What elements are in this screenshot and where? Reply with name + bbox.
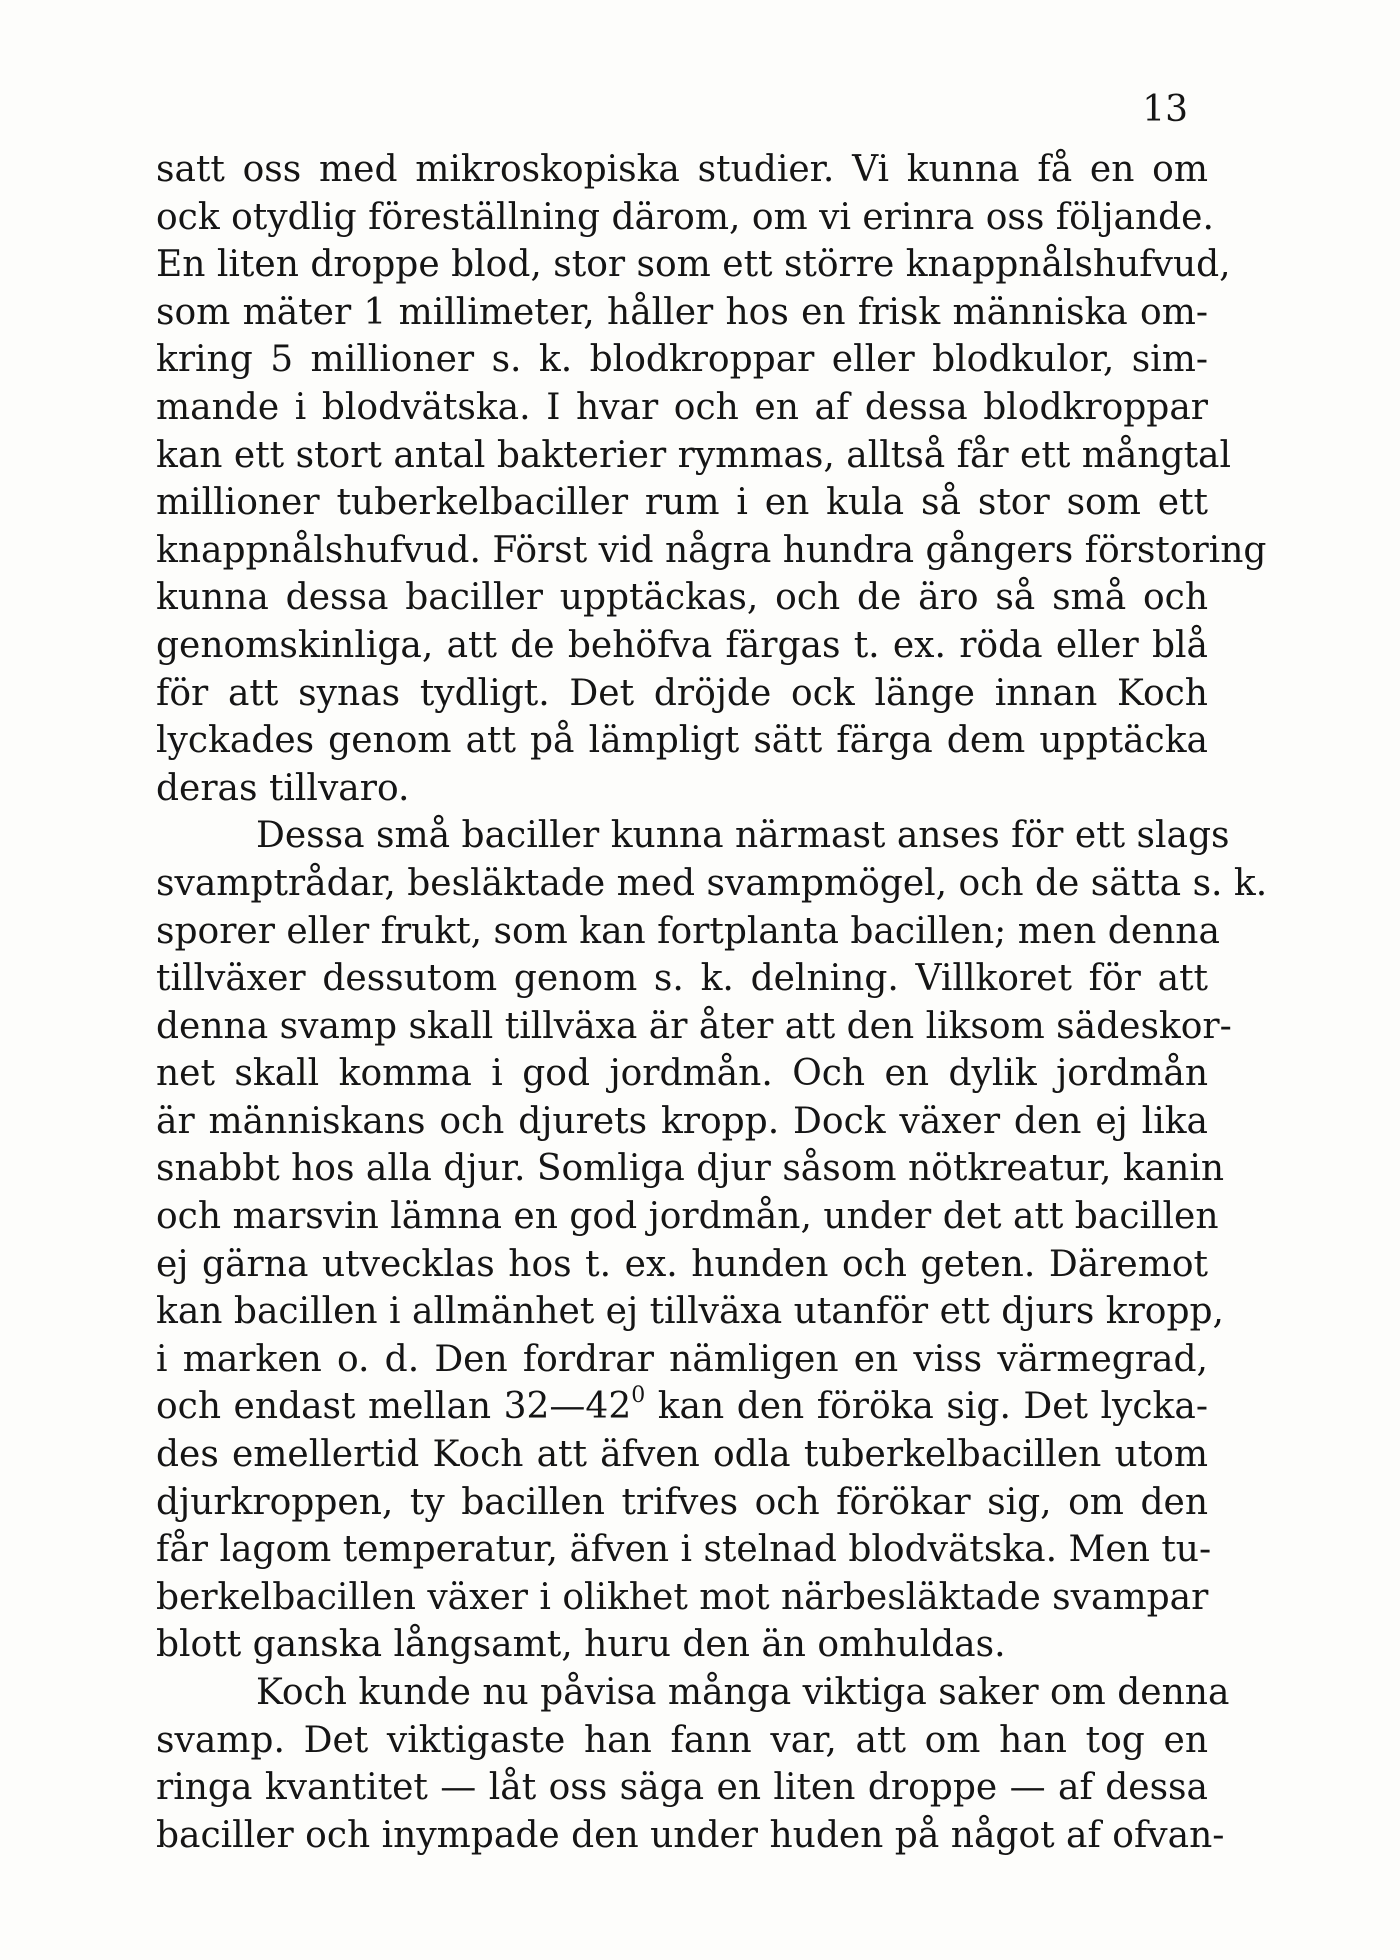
text-line: blott ganska långsamt, huru den än omhuldas. [156, 1624, 1006, 1666]
text-line: snabbt hos alla djur. Somliga djur såsom nötkreatur, kanin [156, 1148, 1225, 1190]
text-line: kring 5 millioner s. k. blodkroppar eller blodkulor, sim- [156, 339, 1208, 381]
text-line: knappnålshufvud. Först vid några hundra gångers förstoring [156, 529, 1267, 571]
text-segment: kan den föröka sig. Det lycka- [645, 1386, 1208, 1428]
text-line: ock otydlig föreställning därom, om vi erinra oss följande. [156, 196, 1214, 238]
text-line: för att synas tydligt. Det dröjde ock länge innan Koch [156, 672, 1208, 714]
text-line: Dessa små baciller kunna närmast anses för ett slags [256, 815, 1230, 857]
text-segment: och endast mellan 32—42 [156, 1386, 632, 1428]
text-line: berkelbacillen växer i olikhet mot närbesläktade svampar [156, 1576, 1209, 1618]
text-line-degree [156, 1383, 1208, 1431]
text-line: svamp. Det viktigaste han fann var, att om han tog en [156, 1719, 1208, 1761]
page-number: 13 [1142, 89, 1188, 130]
text-line: tillväxer dessutom genom s. k. delning. Villkoret för att [156, 958, 1208, 1000]
text-line: i marken o. d. Den fordrar nämligen en viss värmegrad, [156, 1338, 1208, 1380]
text-line: denna svamp skall tillväxa är åter att den liksom sädeskor- [156, 1005, 1232, 1047]
text-line: satt oss med mikroskopiska studier. Vi kunna få en om [156, 149, 1208, 190]
text-line: millioner tuberkelbaciller rum i en kula så stor som ett [156, 482, 1208, 524]
text-line: kan bacillen i allmänhet ej tillväxa utanför ett djurs kropp, [156, 1291, 1224, 1333]
text-line: och marsvin lämna en god jordmån, under det att bacillen [156, 1196, 1219, 1238]
text-line: lyckades genom att på lämpligt sätt färga dem upptäcka [156, 720, 1208, 762]
text-line: Koch kunde nu påvisa många viktiga saker om denna [256, 1672, 1230, 1713]
text-line: des emellertid Koch att äfven odla tuberkelbacillen utom [156, 1434, 1208, 1476]
text-line: kan ett stort antal bakterier rymmas, alltså får ett mångtal [156, 434, 1232, 476]
text-line: En liten droppe blod, stor som ett större knappnålshufvud, [156, 244, 1231, 286]
text-line: ringa kvantitet — låt oss säga en liten droppe — af dessa [156, 1767, 1208, 1809]
text-line: deras tillvaro. [156, 767, 410, 809]
text-line: genomskinliga, att de behöfva färgas t. ex. röda eller blå [156, 624, 1208, 666]
degree-superscript: 0 [631, 1383, 646, 1409]
text-line: net skall komma i god jordmån. Och en dylik jordmån [156, 1053, 1208, 1095]
text-line: är människans och djurets kropp. Dock växer den ej lika [156, 1100, 1208, 1142]
text-line: som mäter 1 millimeter, håller hos en frisk människa om- [156, 291, 1208, 333]
text-line: baciller och inympade den under huden på något af ofvan- [156, 1814, 1225, 1856]
text-line: mande i blodvätska. I hvar och en af dessa blodkroppar [156, 386, 1208, 428]
text-line: kunna dessa baciller upptäckas, och de äro så små och [156, 577, 1208, 619]
text-line: svamptrådar, besläktade med svampmögel, och de sätta s. k. [156, 862, 1268, 904]
text-line: får lagom temperatur, äfven i stelnad blodvätska. Men tu- [156, 1529, 1212, 1571]
text-line: djurkroppen, ty bacillen trifves och förökar sig, om den [156, 1481, 1208, 1523]
body-text [156, 146, 1268, 1859]
text-line: ej gärna utvecklas hos t. ex. hunden och geten. Däremot [156, 1243, 1208, 1285]
text-line: sporer eller frukt, som kan fortplanta bacillen; men denna [156, 910, 1220, 952]
